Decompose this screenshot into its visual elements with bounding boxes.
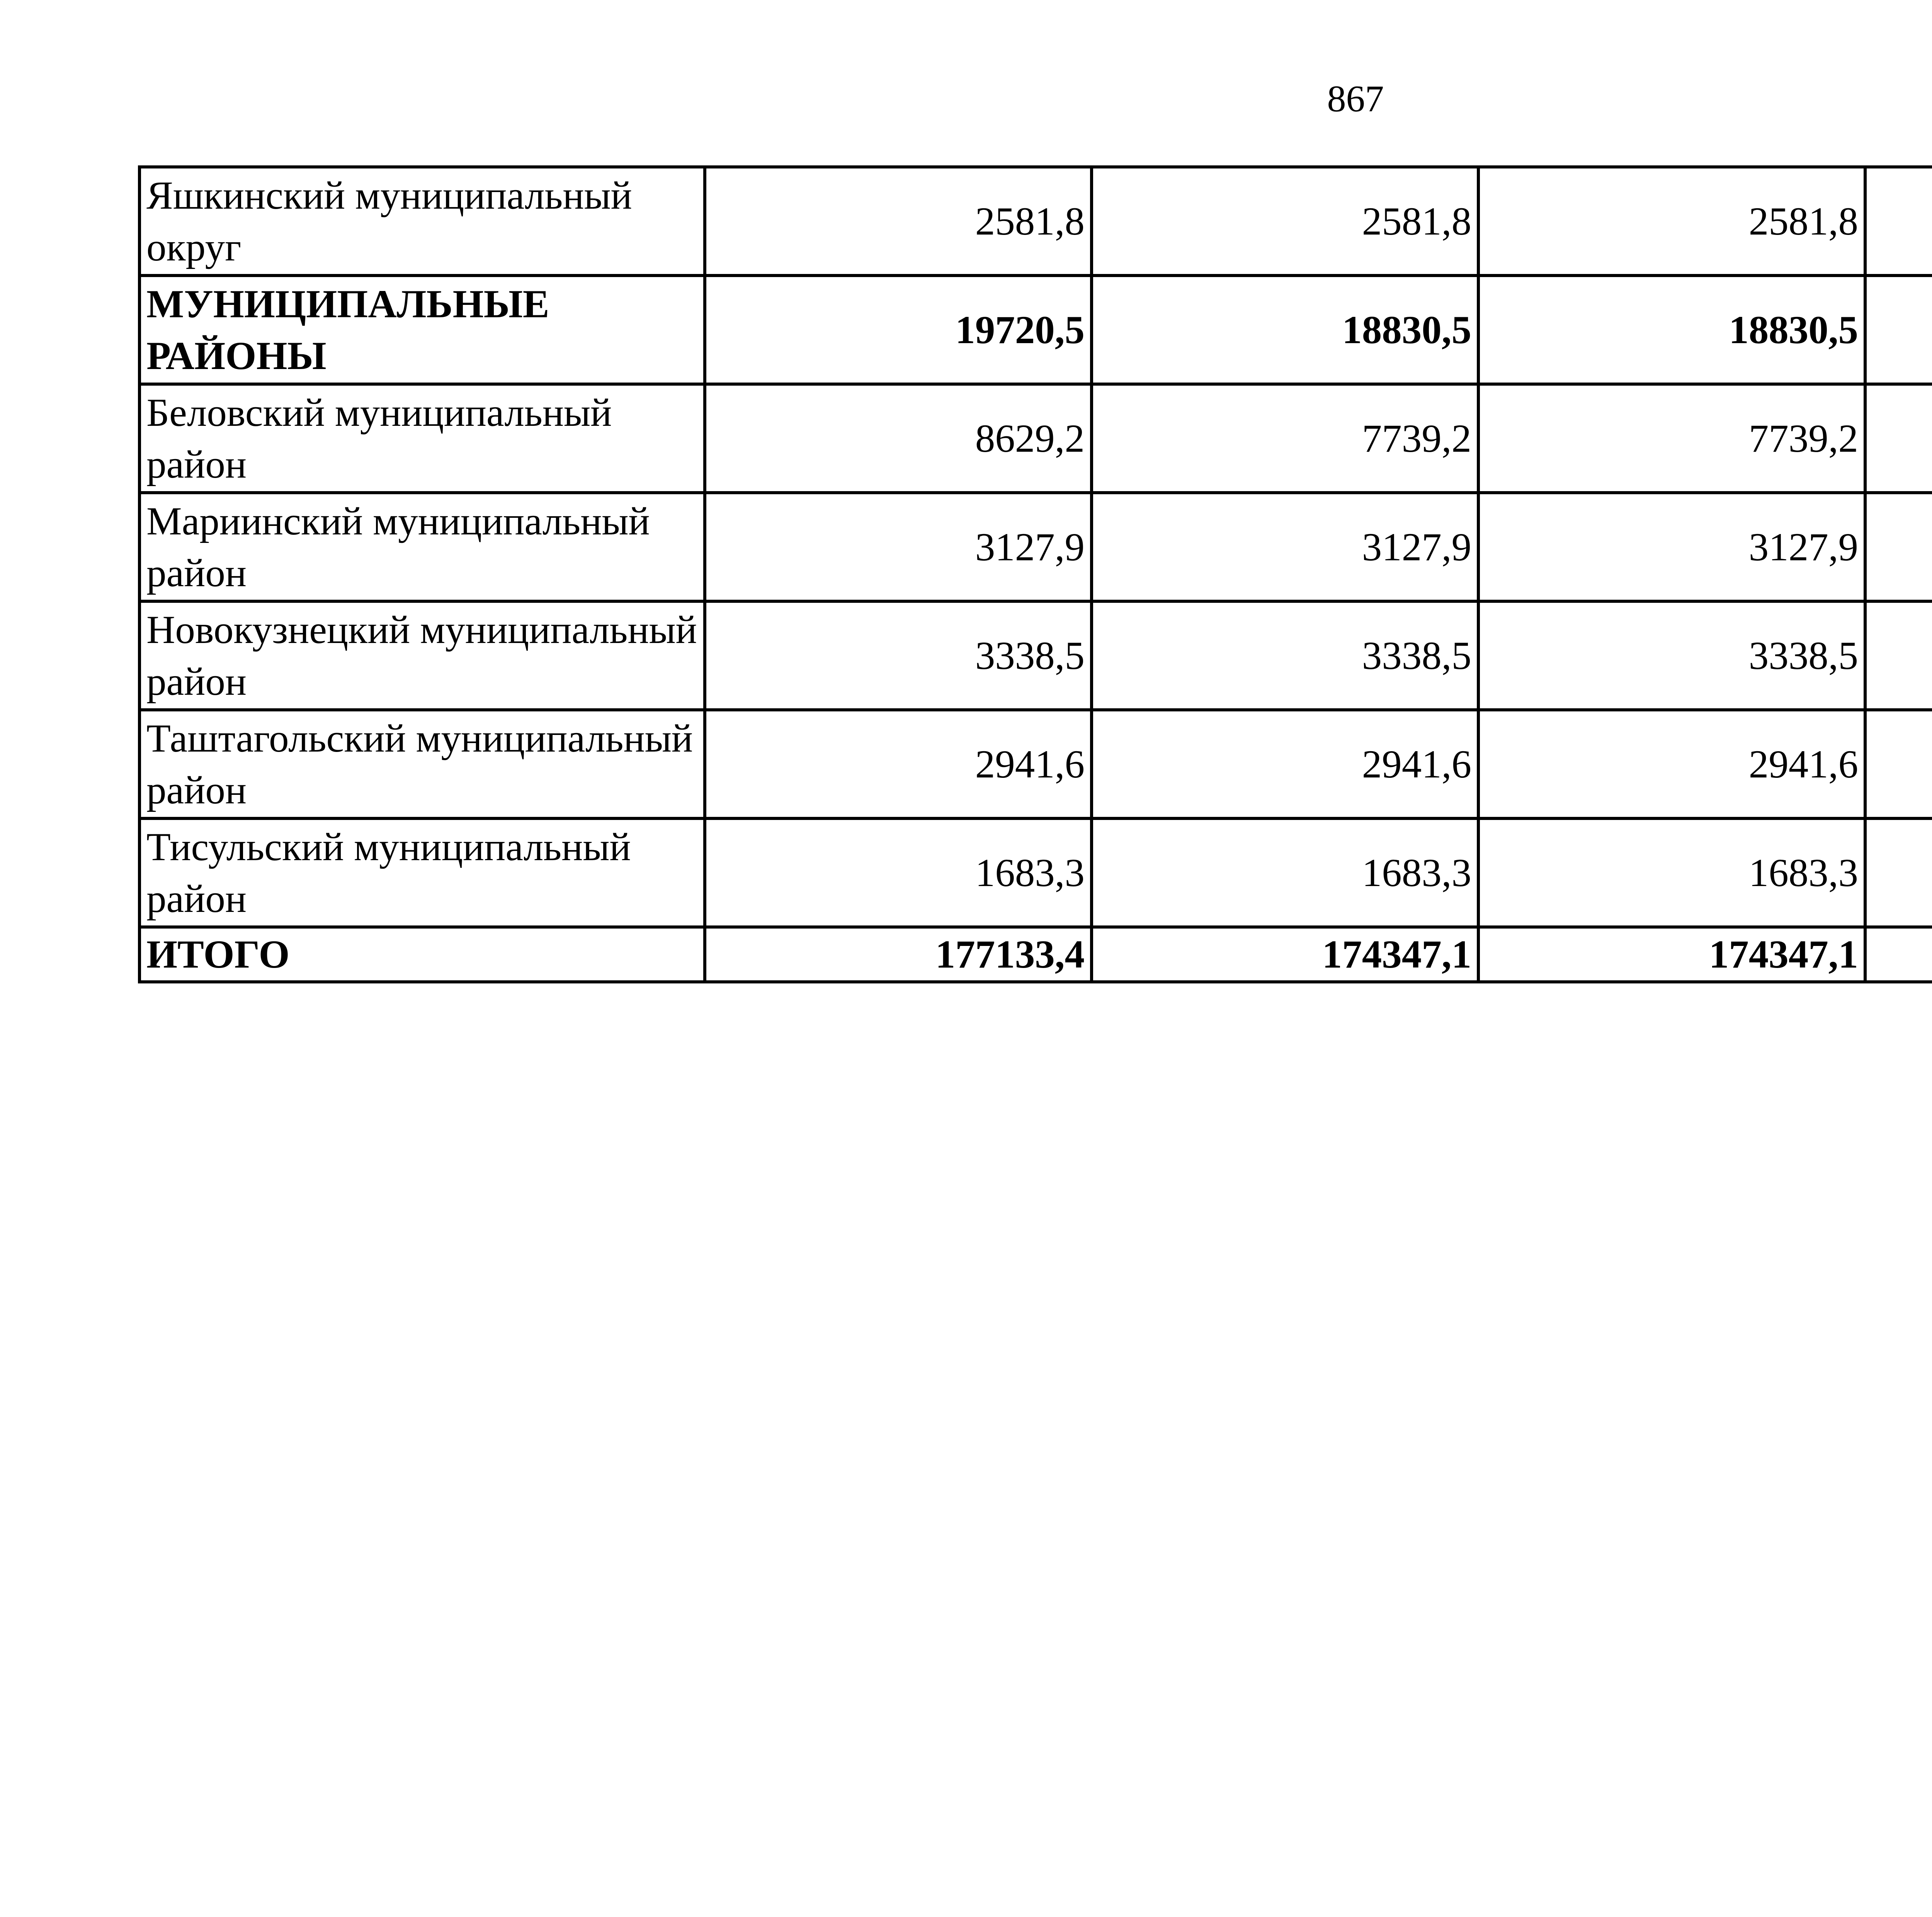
value-cell-col-2: 7739,2 [1092, 384, 1478, 493]
value-cell-col-4 [1865, 384, 1932, 493]
value-cell-col-1: 3127,9 [705, 493, 1092, 601]
value-cell-col-4 [1865, 493, 1932, 601]
municipality-name-cell: ИТОГО [139, 927, 705, 982]
value-cell-col-1: 1683,3 [705, 818, 1092, 927]
value-cell-col-2: 2581,8 [1092, 167, 1478, 276]
value-cell-col-3: 2941,6 [1478, 710, 1865, 818]
value-cell-col-1: 19720,5 [705, 276, 1092, 384]
value-cell-col-4 [1865, 818, 1932, 927]
table-row [139, 276, 1932, 384]
value-cell-col-2: 18830,5 [1092, 276, 1478, 384]
table-body [139, 167, 1932, 982]
table-row [139, 710, 1932, 818]
value-cell-col-1: 3338,5 [705, 601, 1092, 710]
value-cell-col-4 [1865, 601, 1932, 710]
value-cell-col-2: 2941,6 [1092, 710, 1478, 818]
value-cell-col-4 [1865, 276, 1932, 384]
value-cell-col-3: 18830,5 [1478, 276, 1865, 384]
municipality-name-cell: Мариинский муниципальный район [139, 493, 705, 601]
value-cell-col-1: 2941,6 [705, 710, 1092, 818]
value-cell-col-3: 1683,3 [1478, 818, 1865, 927]
municipality-name-cell: Беловский муниципальный район [139, 384, 705, 493]
table-row [139, 818, 1932, 927]
municipality-name-cell: МУНИЦИПАЛЬНЫЕ РАЙОНЫ [139, 276, 705, 384]
value-cell-col-3: 2581,8 [1478, 167, 1865, 276]
budget-table [138, 165, 1932, 983]
value-cell-col-1: 2581,8 [705, 167, 1092, 276]
value-cell-col-1: 177133,4 [705, 927, 1092, 982]
value-cell-col-1: 8629,2 [705, 384, 1092, 493]
municipality-name-cell: Яшкинский муниципальный округ [139, 167, 705, 276]
total-row [139, 927, 1932, 982]
value-cell-col-2: 3338,5 [1092, 601, 1478, 710]
value-cell-col-3: 3338,5 [1478, 601, 1865, 710]
table-row [139, 493, 1932, 601]
page-number: 867 [1327, 78, 1384, 120]
value-cell-col-4 [1865, 927, 1932, 982]
value-cell-col-2: 3127,9 [1092, 493, 1478, 601]
table-row [139, 601, 1932, 710]
value-cell-col-2: 1683,3 [1092, 818, 1478, 927]
value-cell-col-3: 174347,1 [1478, 927, 1865, 982]
table-row [139, 384, 1932, 493]
value-cell-col-3: 7739,2 [1478, 384, 1865, 493]
value-cell-col-4 [1865, 710, 1932, 818]
value-cell-col-2: 174347,1 [1092, 927, 1478, 982]
table-row [139, 167, 1932, 276]
value-cell-col-4 [1865, 167, 1932, 276]
municipality-name-cell: Таштагольский муниципальный район [139, 710, 705, 818]
municipality-name-cell: Тисульский муниципальный район [139, 818, 705, 927]
value-cell-col-3: 3127,9 [1478, 493, 1865, 601]
municipality-name-cell: Новокузнецкий муниципальный район [139, 601, 705, 710]
